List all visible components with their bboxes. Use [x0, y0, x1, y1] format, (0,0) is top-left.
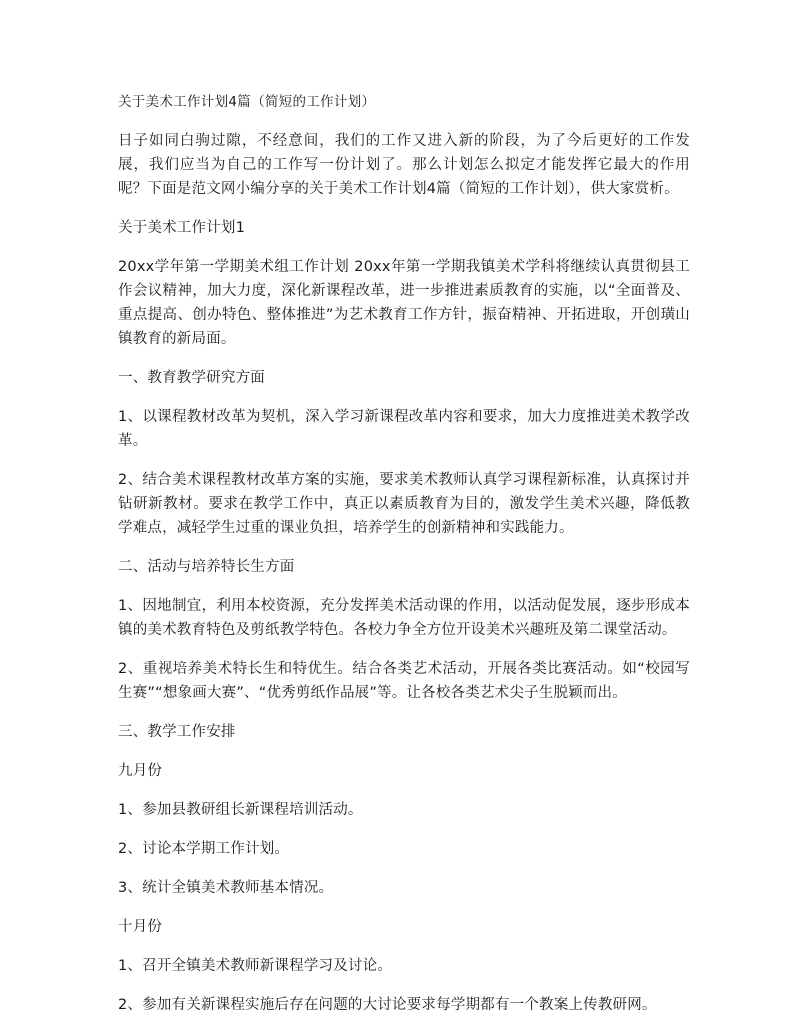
list-item: 2、重视培养美术特长生和特优生。结合各类艺术活动，开展各类比赛活动。如“校园写生赛”“想象画大赛”、“优秀剪纸作品展”等。让各校各类艺术尖子生脱颖而出。 — [118, 661, 690, 701]
month-heading-october: 十月份 — [118, 919, 163, 935]
list-item: 1、以课程教材改革为契机，深入学习新课程改革内容和要求，加大力度推进美术教学改革。 — [118, 409, 690, 449]
intro-paragraph: 日子如同白驹过隙，不经意间，我们的工作又进入新的阶段，为了今后更好的工作发展，我们应当为自己的工作写一份计划了。那么计划怎么拟定才能发挥它最大的作用呢？下面是范文网小编分享的关于美术工作计划4篇（简短的工作计划），供大家赏析。 — [118, 133, 690, 197]
section-title: 关于美术工作计划1 — [118, 220, 246, 236]
document-page — [118, 90, 690, 1017]
heading-teaching-research: 一、教育教学研究方面 — [118, 370, 265, 386]
list-item: 3、统计全镇美术教师基本情况。 — [118, 880, 334, 896]
list-item: 1、召开全镇美术教师新课程学习及讨论。 — [118, 958, 393, 974]
heading-schedule: 三、教学工作安排 — [118, 724, 236, 740]
list-item: 2、参加有关新课程实施后存在问题的大讨论要求每学期都有一个教案上传教研网。 — [118, 997, 657, 1013]
document-title: 关于美术工作计划4篇（简短的工作计划） — [118, 94, 376, 110]
list-item: 2、讨论本学期工作计划。 — [118, 841, 290, 857]
heading-activities: 二、活动与培养特长生方面 — [118, 559, 295, 575]
month-heading-september: 九月份 — [118, 763, 163, 779]
section-body-paragraph: 20xx学年第一学期美术组工作计划 20xx年第一学期我镇美术学科将继续认真贯彻县工作会议精神，加大力度，深化新课程改革，进一步推进素质教育的实施，以“全面普及、重点提高、创办特色、整体推进”为艺术教育工作方针，振奋精神、开拓进取，开创璜山镇教育的新局面。 — [118, 259, 690, 347]
list-item: 2、结合美术课程教材改革方案的实施，要求美术教师认真学习课程新标准，认真探讨并钻研新教材。要求在教学工作中，真正以素质教育为目的，激发学生美术兴趣，降低教学难点，减轻学生过重的课业负担，培养学生的创新精神和实践能力。 — [118, 472, 690, 536]
list-item: 1、参加县教研组长新课程培训活动。 — [118, 802, 363, 818]
list-item: 1、因地制宜，利用本校资源，充分发挥美术活动课的作用，以活动促发展，逐步形成本镇的美术教育特色及剪纸教学特色。各校力争全方位开设美术兴趣班及第二课堂活动。 — [118, 598, 690, 638]
